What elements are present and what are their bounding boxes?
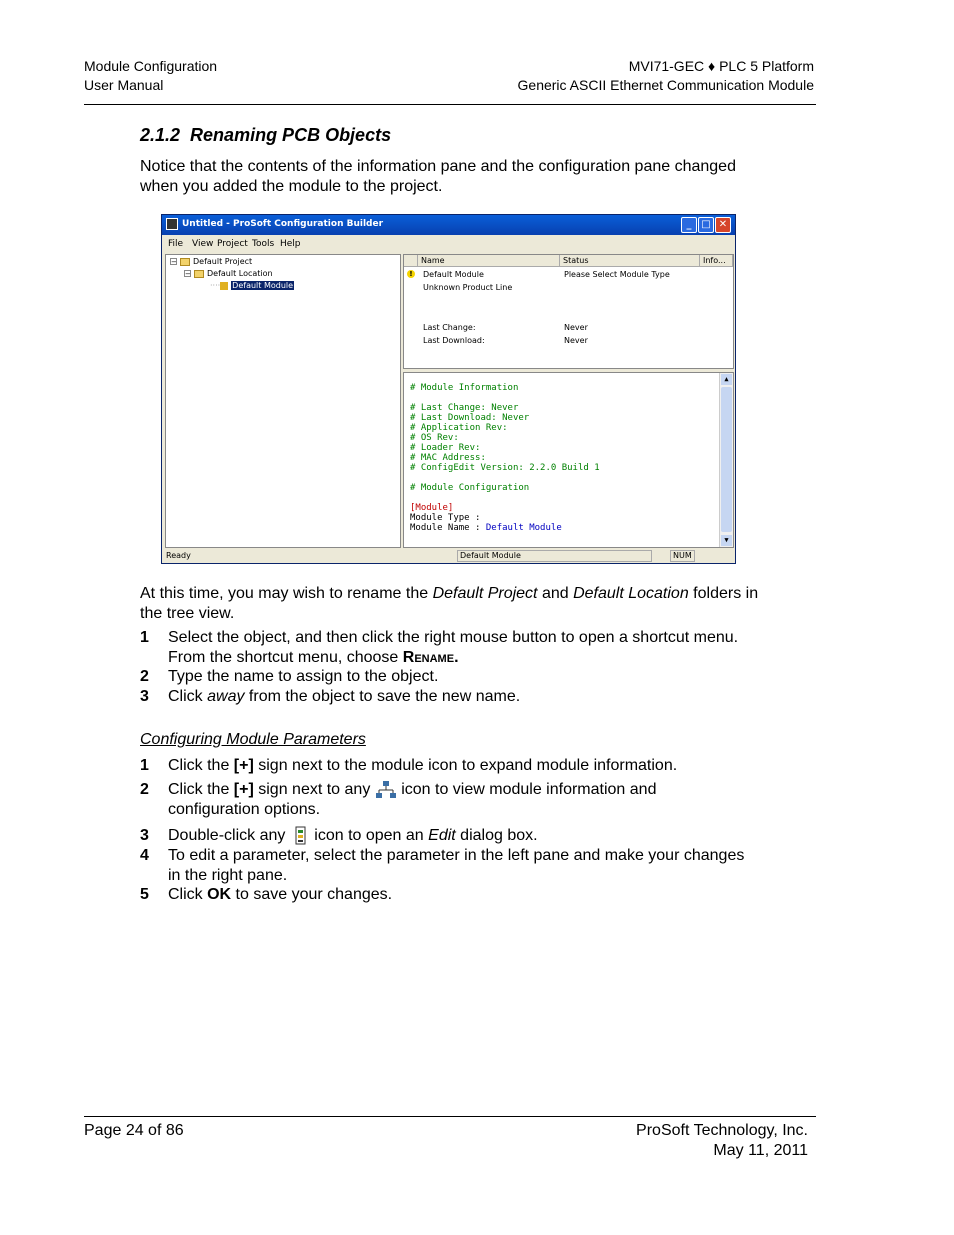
- scroll-thumb[interactable]: [721, 387, 732, 532]
- col-blank: [404, 255, 418, 267]
- config-module-name: Default Module: [485, 523, 562, 533]
- rename-paragraph: At this time, you may wish to rename the Default Project and Default Location folders in the tree view.: [140, 585, 759, 622]
- header-left: [84, 57, 217, 95]
- folder-icon: [194, 270, 204, 278]
- footer-date: May 11, 2011: [713, 1142, 808, 1159]
- close-icon[interactable]: ✕: [715, 217, 731, 233]
- status-num: NUM: [673, 551, 692, 560]
- collapse-icon[interactable]: −: [185, 270, 191, 278]
- last-change-label: Last Change:: [423, 323, 476, 332]
- scroll-up-icon[interactable]: ▲: [721, 374, 732, 385]
- header-right: [518, 57, 814, 95]
- config-line: Module Name : Default Module: [410, 523, 562, 533]
- menu-bar: [162, 236, 735, 252]
- footer-right: [636, 1121, 808, 1161]
- parameter-icon: [290, 826, 310, 846]
- section-title: Renaming PCB Objects: [190, 125, 392, 145]
- config-line: # Module Configuration: [410, 483, 530, 493]
- last-download-value: Never: [564, 336, 588, 345]
- tree-module-label: Default Module: [232, 281, 294, 290]
- menu-tools[interactable]: Tools: [252, 239, 275, 249]
- menu-view[interactable]: View: [192, 239, 214, 249]
- config-line: Module Type :: [410, 513, 481, 523]
- config-line: # OS Rev:: [410, 433, 459, 443]
- status-bar: [162, 550, 735, 563]
- window-title: Untitled - ProSoft Configuration Builder: [182, 219, 384, 229]
- intro-paragraph: Notice that the contents of the information pane and the configuration pane changed when you added the module to the project.: [140, 158, 736, 195]
- config-line: # Last Change: Never: [410, 403, 519, 413]
- row1-name: Default Module: [423, 270, 484, 279]
- menu-file[interactable]: File: [168, 239, 184, 249]
- config-scrollbar[interactable]: [719, 373, 733, 547]
- status-module: Default Module: [460, 551, 521, 560]
- maximize-icon[interactable]: □: [698, 217, 714, 233]
- warning-icon: !: [407, 270, 415, 278]
- row2-name: Unknown Product Line: [423, 283, 513, 292]
- last-download-label: Last Download:: [423, 336, 485, 345]
- status-ready: Ready: [166, 551, 191, 560]
- config-line: # ConfigEdit Version: 2.2.0 Build 1: [410, 463, 600, 473]
- config-line: # Application Rev:: [410, 423, 508, 433]
- info-pane: [403, 254, 734, 369]
- header-module: Generic ASCII Ethernet Communication Module: [517, 77, 814, 93]
- module-icon: [220, 282, 228, 290]
- header-rule: [84, 104, 816, 105]
- config-line: # Module Information: [410, 383, 519, 393]
- page-number: Page 24 of 86: [84, 1122, 184, 1139]
- col-name[interactable]: Name: [418, 255, 560, 267]
- config-line: # Loader Rev:: [410, 443, 481, 453]
- menu-project[interactable]: Project: [217, 239, 248, 249]
- pcb-window-screenshot: [161, 214, 736, 564]
- section-number: 2.1.2: [140, 125, 181, 145]
- menu-help[interactable]: Help: [280, 239, 301, 249]
- config-pane: [403, 372, 734, 548]
- config-line: # Last Download: Never: [410, 413, 530, 423]
- minimize-icon[interactable]: _: [681, 217, 697, 233]
- tree-item-module[interactable]: [210, 281, 294, 290]
- config-line: [Module]: [410, 503, 454, 513]
- app-icon: [166, 218, 178, 230]
- header-chapter: Module Configuration: [84, 58, 218, 74]
- col-info[interactable]: Info...: [700, 255, 733, 267]
- folder-icon: [180, 258, 190, 266]
- row1-status: Please Select Module Type: [564, 270, 670, 279]
- col-status[interactable]: Status: [560, 255, 700, 267]
- last-change-value: Never: [564, 323, 588, 332]
- header-product: MVI71-GEC ♦ PLC 5 Platform: [628, 58, 814, 74]
- collapse-icon[interactable]: −: [171, 258, 177, 266]
- window-titlebar: [162, 215, 735, 235]
- footer-rule: [84, 1116, 816, 1117]
- header-doc-type: User Manual: [84, 77, 164, 93]
- subheading: Configuring Module Parameters: [140, 731, 366, 748]
- tree-view: [165, 254, 401, 548]
- scroll-down-icon[interactable]: ▼: [721, 535, 732, 546]
- tree-connector: ····: [210, 281, 221, 290]
- tree-item-project[interactable]: − Default Project: [171, 257, 253, 266]
- tree-item-location[interactable]: − Default Location: [185, 269, 273, 278]
- section-heading: [140, 125, 391, 146]
- footer-company: ProSoft Technology, Inc.: [636, 1122, 808, 1139]
- network-icon: [375, 780, 397, 800]
- config-line: # MAC Address:: [410, 453, 486, 463]
